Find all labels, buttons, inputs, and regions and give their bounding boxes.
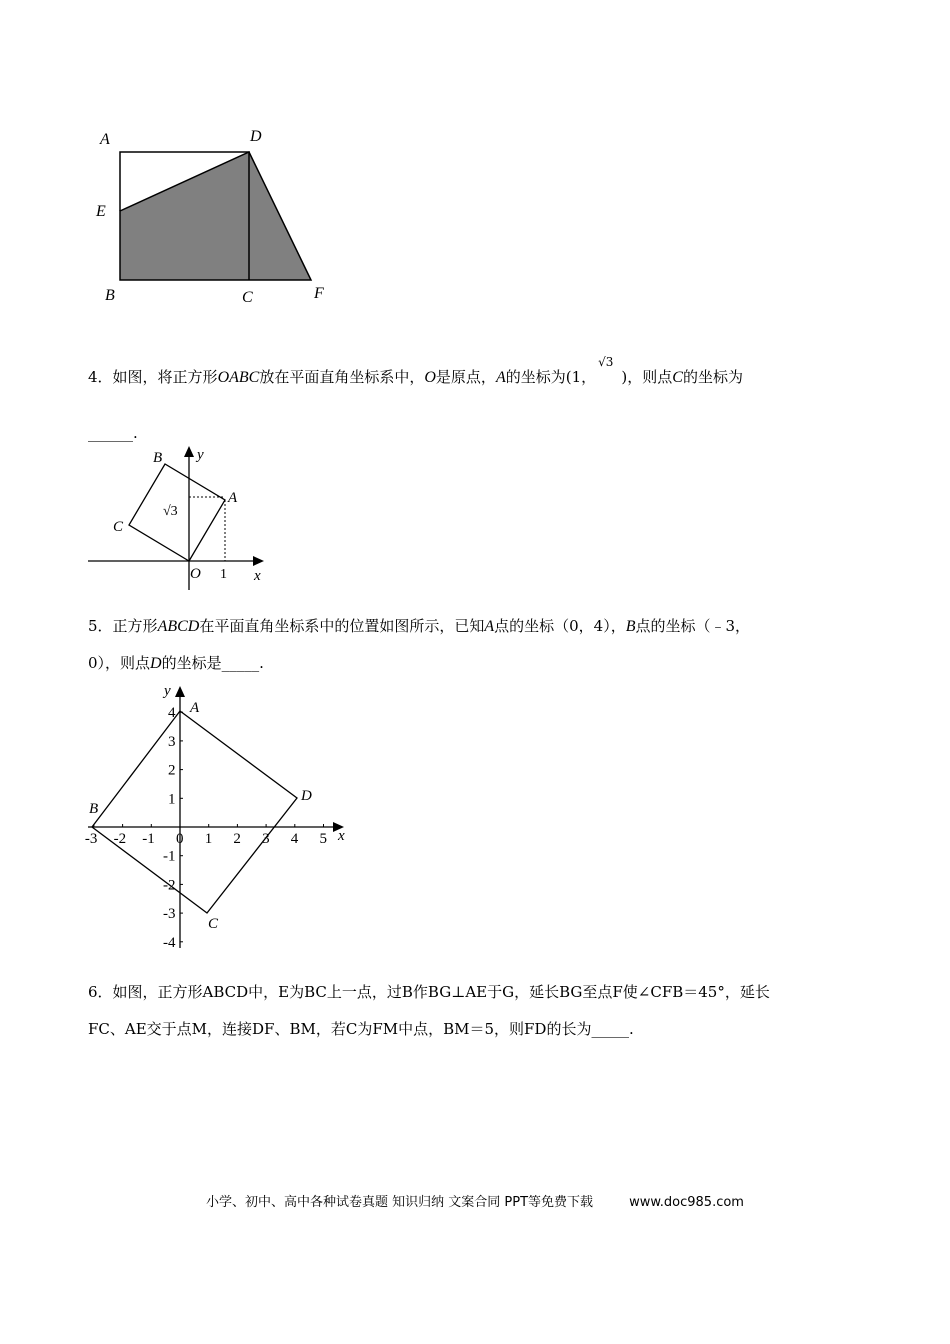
x-tick-label: -2 xyxy=(113,831,127,847)
q5-point-a: A xyxy=(484,618,495,635)
footer-url[interactable]: www.doc985.com xyxy=(629,1195,744,1210)
q5-square: ABCD xyxy=(157,618,200,635)
label-y: y xyxy=(197,447,204,463)
label-1: 1 xyxy=(220,567,227,582)
label-x: x xyxy=(254,568,261,584)
x-tick-label: 3 xyxy=(262,831,270,847)
q5-blank: _____ xyxy=(221,654,260,672)
question-5 xyxy=(88,608,868,682)
x-tick-labels xyxy=(85,831,327,847)
q4-blank: ______ xyxy=(88,424,133,442)
q6-line2: FC、AE交于点M，连接DF、BM，若C为FM中点，BM＝5，则FD的长为 xyxy=(88,1020,592,1038)
label-A: A xyxy=(100,131,110,148)
q5-text-a: 正方形 xyxy=(112,617,158,635)
q4-text-f: 的坐标为 xyxy=(682,368,743,386)
x-axis-arrow xyxy=(253,556,264,566)
q4-text-c: 是原点， xyxy=(435,368,496,386)
figure-oabc-square xyxy=(84,440,274,590)
page-footer xyxy=(0,1191,950,1210)
figure-square-trapezoid xyxy=(90,120,340,310)
label-B: B xyxy=(105,287,115,304)
y-tick-label: -4 xyxy=(163,934,176,950)
label-B: B xyxy=(153,450,163,466)
label-O: O xyxy=(190,566,201,582)
q4-end: . xyxy=(133,424,138,442)
q4-sqrt: √3 xyxy=(598,355,614,369)
y-tick-label: 2 xyxy=(168,762,176,779)
y-axis-arrow xyxy=(184,446,194,457)
figure-abcd-coordinate xyxy=(84,680,354,950)
square-abcd xyxy=(92,711,297,913)
question-6 xyxy=(88,974,868,1048)
q4-text-a: 如图，将正方形 xyxy=(112,368,218,386)
label-A: A xyxy=(228,490,238,506)
q5-text-b: 在平面直角坐标系中的位置如图所示，已知 xyxy=(199,617,485,635)
label-sqrt3: √3 xyxy=(163,504,178,519)
shaded-region xyxy=(120,152,311,280)
question-4 xyxy=(88,355,868,397)
q6-blank: _____ xyxy=(591,1020,629,1038)
label-D: D xyxy=(250,128,262,145)
label-x: x xyxy=(338,828,345,844)
q5-text-f: 的坐标是 xyxy=(161,654,222,672)
q4-text-d: 的坐标为(1， xyxy=(505,368,597,386)
y-tick-label: -2 xyxy=(163,877,176,894)
x-tick-label: -1 xyxy=(142,831,155,847)
q4-text-e: )，则点 xyxy=(621,368,673,386)
q4-number: 4． xyxy=(88,368,113,386)
footer-text: 小学、初中、高中各种试卷真题 知识归纳 文案合同 PPT等免费下载 xyxy=(206,1195,594,1210)
x-tick-label: 5 xyxy=(319,831,327,847)
label-C: C xyxy=(208,916,219,932)
x-tick-label: 0 xyxy=(176,831,184,847)
q4-text-b: 放在平面直角坐标系中， xyxy=(259,368,425,386)
q6-number: 6． xyxy=(88,983,113,1001)
y-tick-label: 4 xyxy=(168,705,176,722)
q5-number: 5． xyxy=(88,617,113,635)
label-C: C xyxy=(113,519,124,535)
label-y: y xyxy=(164,683,171,699)
q5-point-d: D xyxy=(150,655,162,672)
x-tick-label: 4 xyxy=(290,831,299,847)
q5-point-b: B xyxy=(625,618,636,635)
y-axis-arrow xyxy=(175,686,185,697)
x-tick-label: 1 xyxy=(204,831,213,847)
x-tick-label: 2 xyxy=(233,831,241,847)
y-tick-label: -3 xyxy=(163,906,176,923)
q4-point-a: A xyxy=(495,369,506,386)
y-tick-label: 3 xyxy=(168,733,176,750)
y-tick-label: 1 xyxy=(168,791,176,808)
q5-text-d: 点的坐标（﹣3， xyxy=(635,617,751,635)
q6-end: . xyxy=(628,1020,634,1038)
label-F: F xyxy=(314,285,324,302)
q4-origin: O xyxy=(424,369,436,386)
y-tick-label: -1 xyxy=(163,848,176,865)
q5-text-e: 0），则点 xyxy=(88,654,151,672)
q4-square: OABC xyxy=(217,369,260,386)
label-D: D xyxy=(301,788,312,804)
x-tick-label: -3 xyxy=(84,831,98,847)
label-B: B xyxy=(89,801,99,817)
label-E: E xyxy=(96,203,106,220)
q5-text-c: 点的坐标（0，4）， xyxy=(494,617,626,635)
q5-end: . xyxy=(259,654,264,672)
label-C: C xyxy=(242,289,253,306)
q4-point-c: C xyxy=(672,369,683,386)
q6-line1: 如图，正方形ABCD中，E为BC上一点，过B作BG⊥AE于G，延长BG至点F使∠CFB＝45°，延长 xyxy=(112,983,770,1001)
label-A: A xyxy=(190,700,200,716)
